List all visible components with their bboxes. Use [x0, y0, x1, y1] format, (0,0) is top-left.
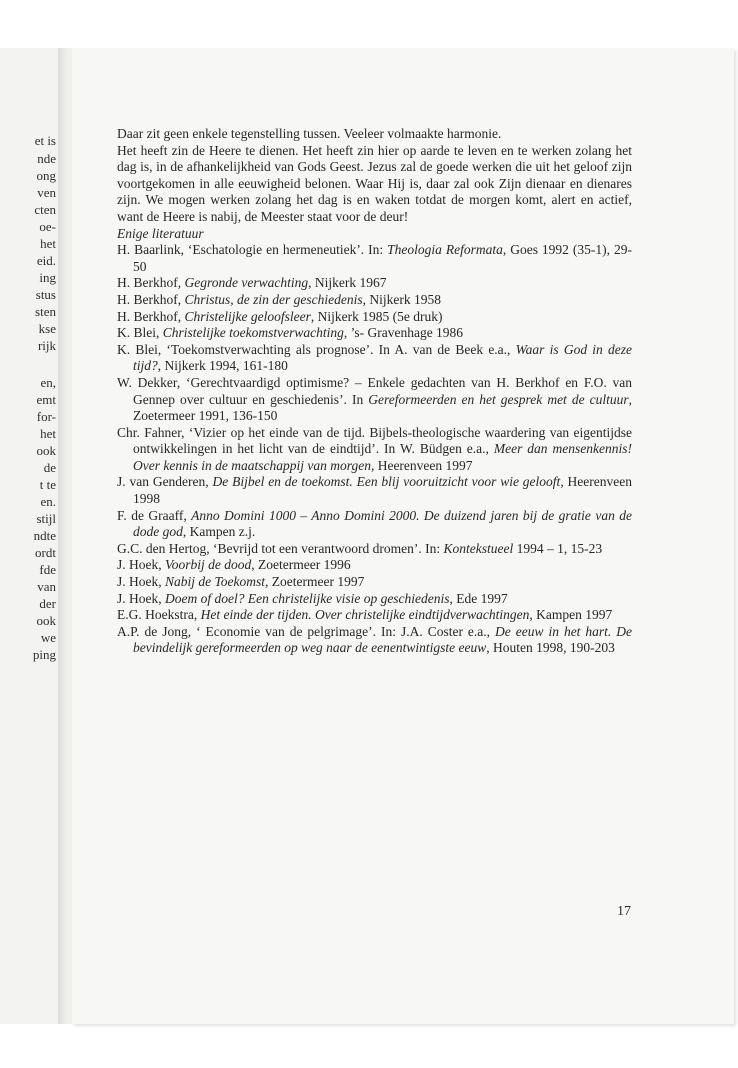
reference-author-part: G.C. den Hertog, ‘Bevrijd tot een verantwoord dromen’. In:	[117, 540, 444, 556]
section-title: Enige literatuur	[117, 225, 204, 241]
reference-item	[117, 607, 632, 624]
facing-page-text-fragment: t te	[39, 477, 56, 492]
facing-page-text-fragment: we	[40, 630, 56, 645]
reference-publication: , Kampen 1997	[529, 607, 613, 623]
reference-title: Theologia Reformata	[387, 242, 503, 258]
reference-title: Nabij de Toekomst	[165, 574, 266, 590]
reference-item	[117, 591, 632, 608]
reference-author-part: F. de Graaff,	[117, 507, 192, 523]
reference-author-part: J. Hoek,	[117, 557, 165, 573]
reference-title: Christelijke toekomstverwachting	[162, 325, 344, 341]
reference-item	[117, 292, 632, 309]
facing-page-text-fragment: der	[39, 596, 56, 611]
reference-publication: , Goes 1992 (35-1), 29-50	[133, 242, 632, 274]
reference-publication: , ’s- Gravenhage 1986	[343, 325, 464, 341]
facing-page-text-fragment: ordt	[35, 545, 56, 560]
facing-page-text-fragment: ing	[39, 270, 56, 285]
reference-author-part: H. Berkhof,	[117, 291, 185, 307]
facing-page-text-fragment: en,	[40, 375, 56, 390]
reference-title: Waar is God in deze tijd?	[133, 341, 632, 374]
facing-page-edge	[0, 48, 64, 1024]
page-number: 17	[617, 904, 631, 919]
reference-title: Kontekstueel	[443, 540, 514, 556]
reference-title: De Bijbel en de toekomst. Een blij vooruitzicht voor wie gelooft	[212, 474, 561, 490]
facing-page-text-fragment: fde	[39, 562, 56, 577]
reference-item	[117, 541, 632, 558]
reference-title: Christelijke geloofsleer	[184, 308, 311, 324]
reference-publication: , Nijkerk 1958	[362, 291, 441, 307]
reference-title: Gereformeerden en het gesprek met de cultuur	[368, 391, 629, 407]
reference-item	[117, 325, 632, 342]
facing-page-text-fragment: de	[43, 460, 56, 475]
body-text-run: Het heeft zin de Heere te dienen. Het heeft zin hier op aarde te leven en te werken zolang het dag is, in de afhankelijkheid van Gods Geest. Jezus zal de goede werken die uit het geloof zijn voortgekomen in alle eeuwigheid belonen. Waar Hij is, daar zal ook Zijn dienaar en dienares zijn. We mogen werken zolang het dag is en waken totdat de morgen komt, alert en actief, want de Heere is nabij, de Meester staat voor de deur!	[117, 142, 632, 224]
reference-publication: , Kampen z.j.	[182, 524, 256, 540]
facing-page-text-fragment: en.	[40, 494, 56, 509]
facing-page-text-fragment: stijl	[36, 511, 56, 526]
reference-title: Meer dan mensenkennis! Over kennis in de maatschappij van morgen	[133, 441, 632, 473]
reference-title: Anno Domini 1000 – Anno Domini 2000. De duizend jaren bij de gratie van de dode god	[133, 507, 632, 540]
reference-publication: , Zoetermeer 1996	[251, 557, 351, 573]
reference-publication: , Zoetermeer 1991, 136-150	[133, 391, 632, 424]
facing-page-text-fragment: stus	[35, 287, 56, 302]
reference-item	[117, 242, 632, 275]
reference-item	[117, 557, 632, 574]
reference-list	[117, 242, 632, 657]
reference-publication: , Nijkerk 1967	[308, 275, 387, 291]
reference-author-part: H. Berkhof,	[117, 275, 185, 291]
reference-publication: , Nijkerk 1985 (5e druk)	[310, 308, 443, 324]
reference-title: Voorbij de dood	[165, 557, 252, 573]
facing-page-text-fragment: eid.	[36, 253, 56, 268]
reference-item	[117, 508, 632, 541]
reference-author-part: J. Hoek,	[117, 590, 165, 606]
facing-page-text-fragment: oe-	[39, 219, 56, 234]
reference-author-part: W. Dekker, ‘Gerechtvaardigd optimisme? – Enkele gedachten van H. Berkhof en F.O. van Gennep over cultuur en geschiedenis’. In	[117, 374, 632, 407]
reference-item	[117, 574, 632, 591]
facing-page-text-fragment: ndte	[33, 528, 56, 543]
facing-page-text-fragment: van	[37, 579, 56, 594]
facing-page-text-fragment: ven	[37, 185, 56, 200]
reference-publication: , Nijkerk 1994, 161-180	[157, 358, 288, 374]
facing-page-text-fragment: het	[40, 236, 56, 251]
facing-page-text-fragment: for-	[36, 409, 56, 424]
reference-title: Doem of doel? Een christelijke visie op geschiedenis	[165, 590, 450, 606]
reference-author-part: E.G. Hoekstra,	[117, 607, 201, 623]
facing-page-text-fragment: ping	[32, 647, 56, 662]
facing-page-text-fragment: sten	[35, 304, 56, 319]
reference-publication: , Heerenveen 1998	[133, 474, 632, 507]
reference-title: De eeuw in het hart. De bevindelijk gereformeerden op weg naar de eenentwintigste eeuw	[133, 623, 633, 656]
reference-item	[117, 309, 632, 326]
facing-page-text-fragment: rijk	[37, 338, 56, 353]
reference-publication: 1994 – 1, 15-23	[513, 540, 603, 556]
reference-author-part: Chr. Fahner, ‘Vizier op het einde van de tijd. Bijbels-theologische waardering van eigentijdse ontwikkelingen in het licht van de eindtijd’. In W. Büdgen e.a.,	[117, 424, 632, 457]
facing-page-text-fragment: cten	[34, 202, 56, 217]
facing-page-text-fragment: emt	[36, 392, 56, 407]
body-paragraph	[117, 126, 632, 226]
facing-page-text-fragment: kse	[38, 321, 56, 336]
reference-item	[117, 342, 632, 375]
reference-author-part: J. Hoek,	[117, 574, 165, 590]
facing-page-text-fragment: ook	[36, 613, 56, 628]
reference-author-part: J. van Genderen,	[117, 474, 213, 490]
reference-author-part: H. Baarlink, ‘Eschatologie en hermeneutiek’. In:	[117, 242, 388, 258]
facing-page-text-fragment: et is	[34, 133, 56, 148]
facing-page-text-fragment: nde	[37, 151, 56, 166]
reference-item	[117, 624, 632, 657]
reference-publication: , Ede 1997	[449, 590, 508, 606]
reference-title: Christus, de zin der geschiedenis	[184, 291, 363, 307]
reference-item	[117, 474, 632, 507]
body-text-run: Daar zit geen enkele tegenstelling tussen. Veeleer volmaakte harmonie.	[117, 126, 502, 141]
reference-item	[117, 425, 632, 475]
reference-author-part: K. Blei,	[117, 325, 163, 341]
reference-author-part: K. Blei, ‘Toekomstverwachting als prognose’. In A. van de Beek e.a.,	[117, 341, 516, 357]
facing-page-text-fragment: het	[40, 426, 56, 441]
page-content	[117, 126, 632, 657]
reference-publication: , Houten 1998, 190-203	[486, 640, 615, 656]
facing-page-text-fragment: ook	[36, 443, 56, 458]
reference-item	[117, 375, 632, 425]
reference-publication: , Heerenveen 1997	[370, 457, 473, 473]
reference-author-part: A.P. de Jong, ‘ Economie van de pelgrimage’. In: J.A. Coster e.a.,	[117, 623, 496, 639]
reference-title: Gegronde verwachting	[184, 275, 309, 291]
reference-author-part: H. Berkhof,	[117, 308, 185, 324]
reference-publication: , Zoetermeer 1997	[265, 574, 365, 590]
facing-page-text-fragment: ong	[36, 168, 56, 183]
reference-title: Het einde der tijden. Over christelijke eindtijdverwachtingen	[200, 607, 530, 623]
reference-item	[117, 275, 632, 292]
